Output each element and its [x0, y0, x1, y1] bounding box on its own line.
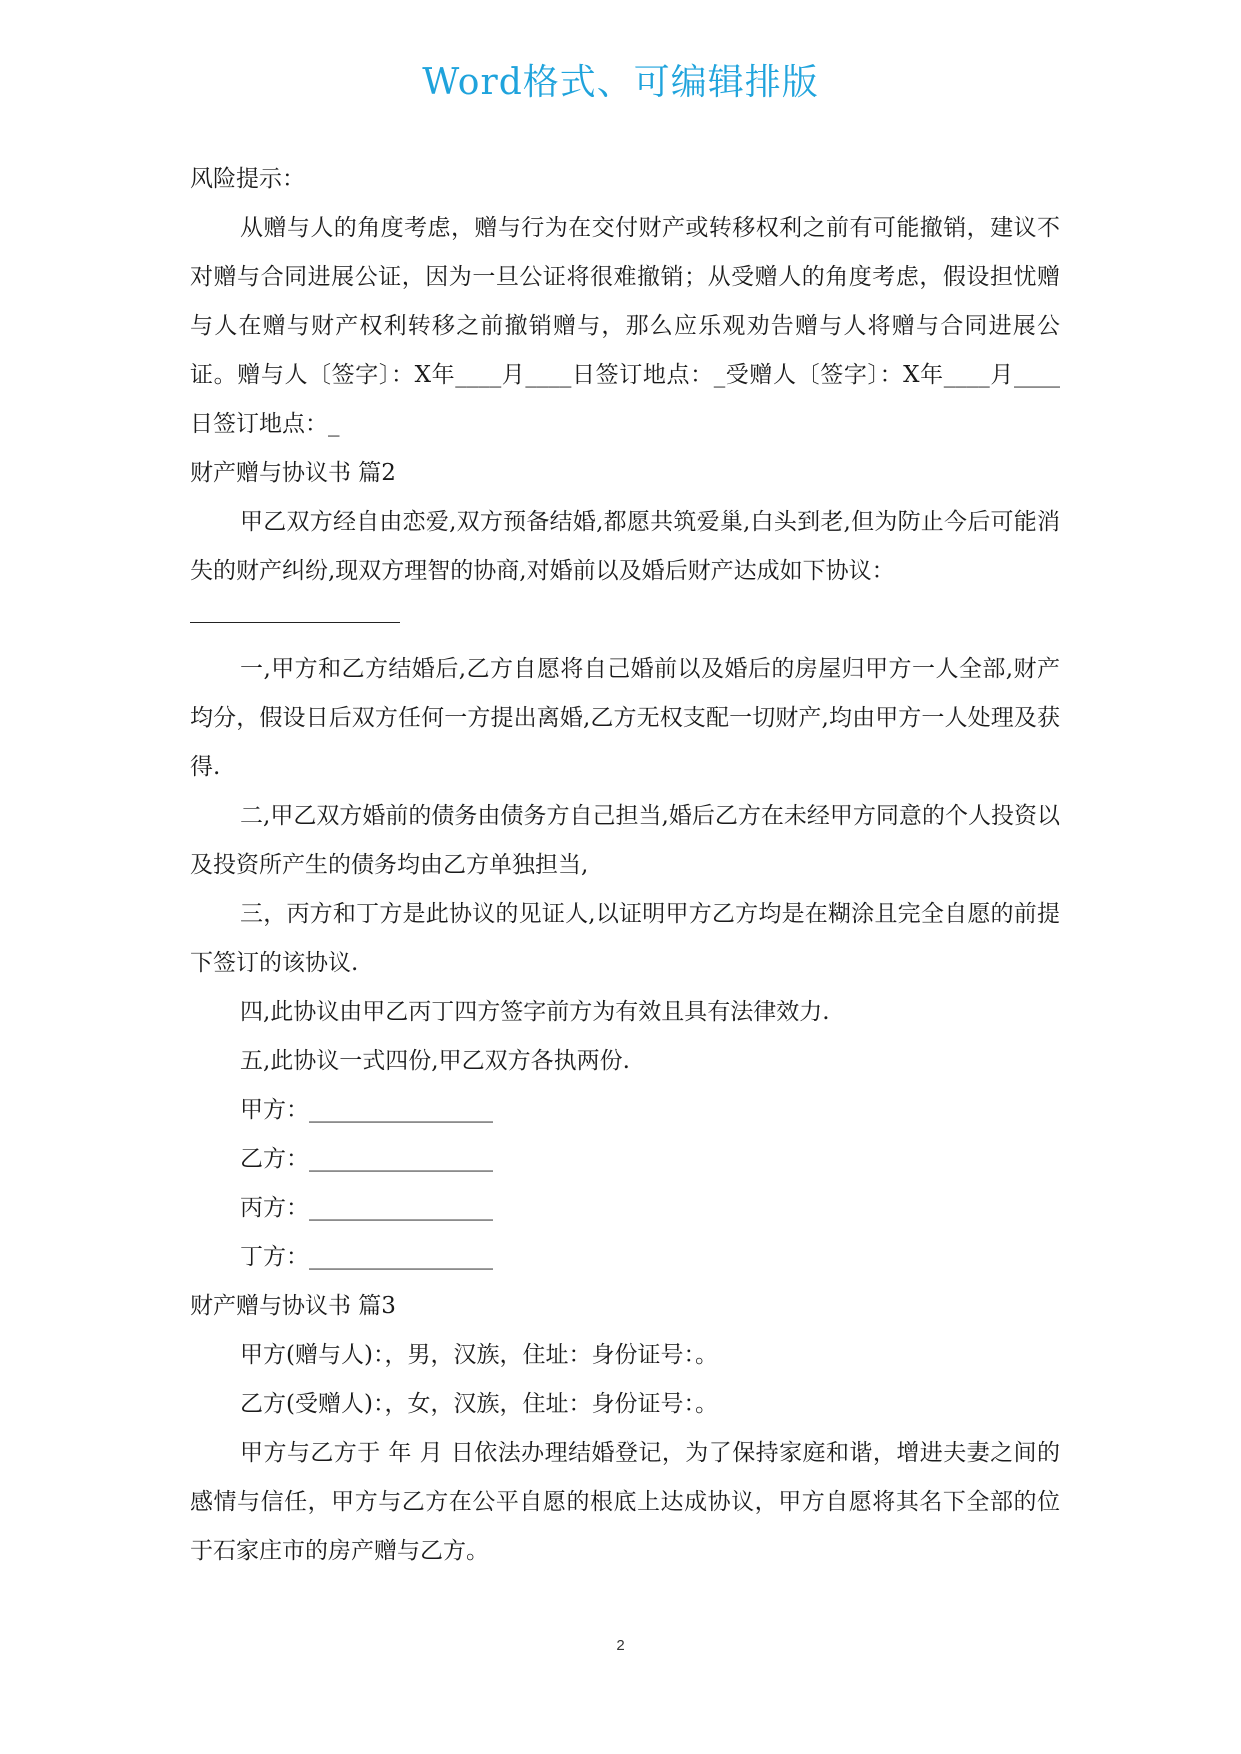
risk-label: 风险提示： [190, 166, 305, 192]
agreement-item-2: 二,甲乙双方婚前的债务由债务方自己担当,婚后乙方在未经甲方同意的个人投资以及投资所产生的债务均由乙方单独担当, [190, 803, 1060, 878]
signature-party-b: 乙方：________________ [240, 1146, 493, 1172]
signature-party-a: 甲方：________________ [240, 1097, 493, 1123]
document-body [190, 155, 1060, 1576]
page-header-title: Word格式、可编辑排版 [422, 62, 819, 103]
signature-party-d: 丁方：________________ [240, 1244, 493, 1270]
section-2-title: 财产赠与协议书 篇2 [190, 460, 396, 486]
section-3-title: 财产赠与协议书 篇3 [190, 1293, 396, 1319]
risk-paragraph: 从赠与人的角度考虑，赠与行为在交付财产或转移权利之前有可能撤销，建议不对赠与合同进展公证，因为一旦公证将很难撤销；从受赠人的角度考虑，假设担忧赠与人在赠与财产权利转移之前撤销赠与，那么应乐观劝告赠与人将赠与合同进展公证。赠与人〔签字〕：X年____月____日签订地点：_受赠人〔签字〕：X年____月____日签订地点：_ [190, 215, 1060, 437]
agreement-item-3: 三，丙方和丁方是此协议的见证人,以证明甲方乙方均是在糊涂且完全自愿的前提下签订的该协议. [190, 901, 1060, 976]
agreement-item-5: 五,此协议一式四份,甲乙双方各执两份. [240, 1048, 630, 1074]
section-3-party-a: 甲方(赠与人)：，男，汉族，住址：身份证号：。 [240, 1342, 718, 1368]
agreement-item-1: 一,甲方和乙方结婚后,乙方自愿将自己婚前以及婚后的房屋归甲方一人全部,财产均分，假设日后双方任何一方提出离婚,乙方无权支配一切财产,均由甲方一人处理及获得. [190, 656, 1060, 780]
agreement-item-4: 四,此协议由甲乙丙丁四方签字前方为有效且具有法律效力. [240, 999, 830, 1025]
separator-line [190, 596, 1060, 645]
page-number: 2 [616, 1637, 625, 1654]
section-2-intro: 甲乙双方经自由恋爱,双方预备结婚,都愿共筑爱巢,白头到老,但为防止今后可能消失的财产纠纷,现双方理智的协商,对婚前以及婚后财产达成如下协议： [190, 509, 1060, 584]
section-3-party-b: 乙方(受赠人)：，女，汉族，住址：身份证号：。 [240, 1391, 718, 1417]
signature-party-c: 丙方：________________ [240, 1195, 493, 1221]
section-3-paragraph: 甲方与乙方于 年 月 日依法办理结婚登记，为了保持家庭和谐，增进夫妻之间的感情与信任，甲方与乙方在公平自愿的根底上达成协议，甲方自愿将其名下全部的位于石家庄市的房产赠与乙方。 [190, 1440, 1060, 1564]
